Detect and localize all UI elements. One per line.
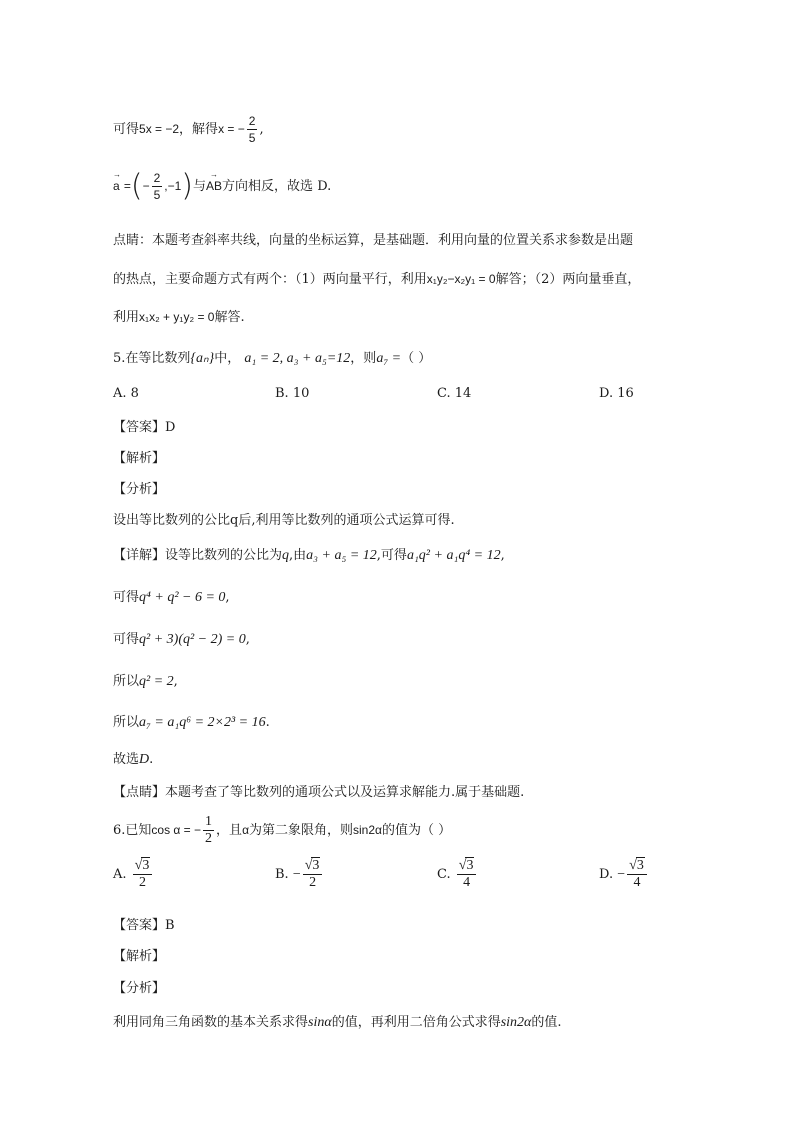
step-4 xyxy=(113,711,270,731)
numerator xyxy=(457,858,477,874)
sin-2alpha: sin2α xyxy=(500,1015,532,1030)
sqrt-icon: √ xyxy=(458,858,467,873)
q6-option-b xyxy=(275,858,324,891)
equation: a₇ = a₁q⁶ = 2×2³ = 16 xyxy=(139,715,266,730)
text: 故选 xyxy=(113,752,140,767)
denominator: 2 xyxy=(205,831,213,846)
step-3 xyxy=(113,670,178,690)
text: , xyxy=(500,548,505,563)
text: 利用同角三角函数的基本关系求得 xyxy=(113,1015,309,1030)
denominator: 5 xyxy=(153,188,161,202)
equation: q⁴ + q² − 6 = 0 xyxy=(139,590,226,605)
option-label: B. xyxy=(275,867,289,882)
var-q: q xyxy=(282,548,290,563)
option-label: D. xyxy=(599,867,614,882)
analysis-label: 【解析】 xyxy=(113,451,166,466)
coord: ,−1 xyxy=(164,179,182,193)
answer-label-6: 【答案】B xyxy=(113,918,175,933)
text: ，则 xyxy=(350,351,377,366)
analysis-text: 设出等比数列的公比q后,利用等比数列的通项公式运算可得. xyxy=(113,513,455,528)
sin-alpha: sinα xyxy=(308,1015,332,1030)
fraction xyxy=(133,858,153,891)
analysis-section: 【分析】 xyxy=(113,482,166,497)
text: 解答. xyxy=(214,310,245,325)
fraction xyxy=(152,170,163,203)
text: , xyxy=(259,122,264,137)
fraction xyxy=(627,858,647,891)
left-paren: ( xyxy=(130,168,143,204)
fraction xyxy=(203,814,214,847)
condition: a₁ = 2, a₃ + a₅=12 xyxy=(244,351,351,366)
text: 所以 xyxy=(113,715,140,730)
fraction xyxy=(457,858,477,891)
line-note-3 xyxy=(113,306,245,325)
analysis-label-6: 【解析】 xyxy=(113,949,166,964)
sqrt-icon: √ xyxy=(629,858,637,873)
text: 解答；（2）两向量垂直， xyxy=(495,272,641,287)
text: ,可得 xyxy=(376,548,407,563)
sqrt-icon: √ xyxy=(134,858,143,873)
numerator: 2 xyxy=(153,171,161,185)
line-note-2 xyxy=(113,268,640,287)
equation: x = − xyxy=(218,122,245,136)
sequence: {aₙ} xyxy=(190,351,215,366)
line-note-1: 点睛：本题考查斜率共线，向量的坐标运算，是基础题．利用向量的位置关系求参数是出题 xyxy=(113,233,634,248)
fraction xyxy=(303,858,323,891)
fraction xyxy=(247,113,258,146)
equals: = xyxy=(123,179,131,193)
equation: q² + 3)(q² − 2) = 0 xyxy=(139,632,246,647)
denominator: 2 xyxy=(303,874,323,891)
detail-line xyxy=(113,544,505,564)
cos-expr: cos α = − xyxy=(151,823,202,837)
vector-ab: → AB xyxy=(206,179,222,193)
text: 所以 xyxy=(113,674,140,689)
numerator xyxy=(627,858,647,874)
radicand: 3 xyxy=(466,858,474,873)
numerator xyxy=(303,858,323,874)
equation: x₁x₂ + y₁y₂ = 0 xyxy=(139,310,215,324)
line-vector-direction xyxy=(113,170,331,203)
option-label: C. xyxy=(437,867,451,882)
step-1 xyxy=(113,586,230,606)
text: , xyxy=(225,590,230,605)
numerator: 2 xyxy=(248,114,256,128)
option-c: C. 14 xyxy=(437,386,472,401)
text: 6.已知 xyxy=(113,823,152,838)
text: 的热点，主要命题方式有两个：（1）两向量平行，利用 xyxy=(113,272,427,287)
text: 的值. xyxy=(531,1015,562,1030)
option-b: B. 10 xyxy=(275,386,310,401)
text: 的值，再利用二倍角公式求得 xyxy=(331,1015,501,1030)
denominator: 4 xyxy=(627,874,647,891)
answer-label: 【答案】D xyxy=(113,420,176,435)
analysis-section-6: 【分析】 xyxy=(113,981,166,996)
text: 可得 xyxy=(113,632,140,647)
sin2a: sin2α xyxy=(353,823,382,837)
text: 与 xyxy=(193,179,207,194)
text: （ ） xyxy=(401,351,432,366)
radicand: 3 xyxy=(142,858,150,873)
text: 中， xyxy=(214,351,241,366)
equation: q² = 2 xyxy=(139,674,174,689)
q6-option-c xyxy=(437,858,478,891)
denominator: 5 xyxy=(248,131,256,145)
question-6 xyxy=(113,814,451,847)
analysis-text-6 xyxy=(113,1011,562,1031)
text: 5.在等比数列 xyxy=(113,351,191,366)
choice: D xyxy=(139,752,150,767)
sign: − xyxy=(617,867,626,882)
radicand: 3 xyxy=(636,858,644,873)
text: D. xyxy=(317,179,332,194)
numerator xyxy=(133,858,153,874)
radicand: 3 xyxy=(312,858,320,873)
equation: a₁q² + a₁q⁴ = 12 xyxy=(406,548,501,563)
minus-sign: − xyxy=(142,179,150,193)
step-5 xyxy=(113,748,153,768)
text: 可得 xyxy=(113,122,140,137)
denominator: 4 xyxy=(457,874,477,891)
question-5 xyxy=(113,347,431,367)
text: 方向相反，故选 xyxy=(222,179,314,194)
text: ，解得 xyxy=(179,122,219,137)
text: , xyxy=(245,632,250,647)
q6-option-a xyxy=(113,858,154,891)
text: 的值为（ ） xyxy=(381,823,452,838)
sqrt-icon: √ xyxy=(304,858,313,873)
note-5: 【点睛】本题考查了等比数列的通项公式以及运算求解能力.属于基础题. xyxy=(113,785,525,800)
option-a: A. 8 xyxy=(113,386,139,401)
option-d: D. 16 xyxy=(599,386,634,401)
text: 为第二象限角，则 xyxy=(249,823,354,838)
text: 可得 xyxy=(113,590,140,605)
text: . xyxy=(149,752,154,767)
denominator: 2 xyxy=(133,874,153,891)
right-paren: ) xyxy=(181,168,193,204)
target: a₇ = xyxy=(376,351,402,366)
text: 【详解】设等比数列的公比为 xyxy=(113,548,283,563)
numerator: 1 xyxy=(205,814,213,829)
text: . xyxy=(265,715,270,730)
line-solve-x xyxy=(113,113,264,146)
equation: x₁y₂−x₂y₁ = 0 xyxy=(426,272,496,286)
step-2 xyxy=(113,628,250,648)
text: ,由 xyxy=(289,548,307,563)
alpha: α xyxy=(242,823,249,837)
vector-a: → a xyxy=(113,179,120,193)
text: , xyxy=(173,674,178,689)
sign: − xyxy=(292,867,301,882)
option-label: A. xyxy=(113,867,127,882)
text: 利用 xyxy=(113,310,140,325)
equation: 5x = −2 xyxy=(139,122,180,136)
equation: a₃ + a₅ = 12 xyxy=(306,548,377,563)
text: ，且 xyxy=(216,823,243,838)
q6-option-d xyxy=(599,858,649,891)
